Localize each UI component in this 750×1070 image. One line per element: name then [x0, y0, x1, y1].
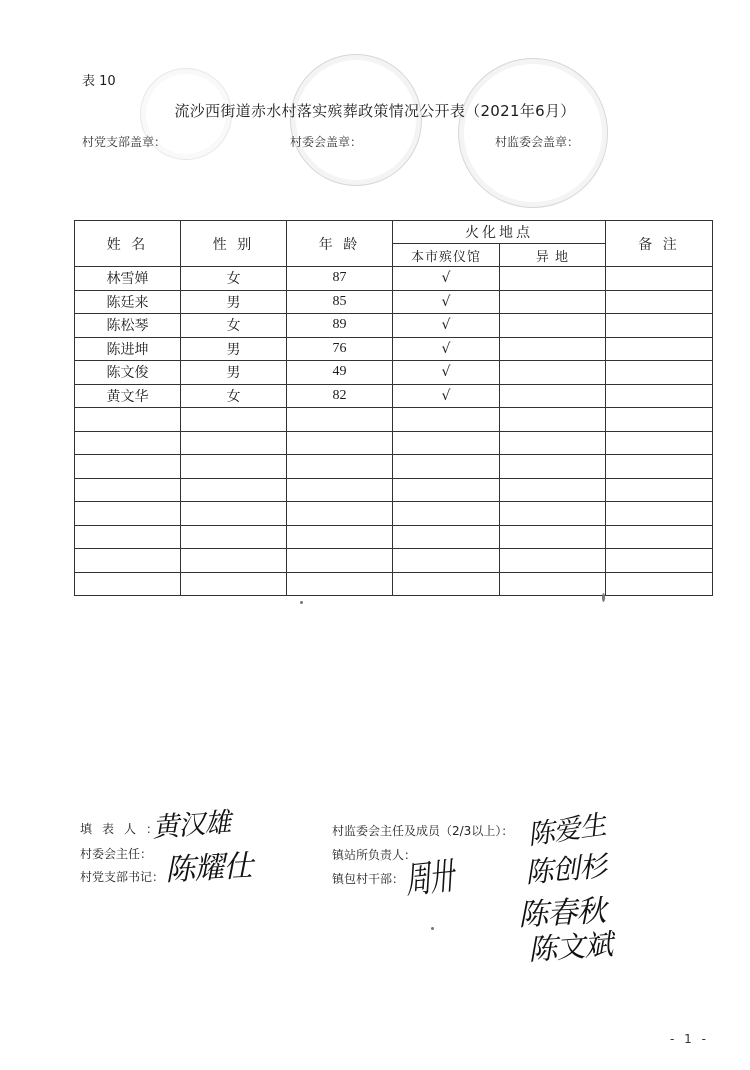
table-row [75, 549, 713, 573]
table-row [75, 267, 713, 291]
cell-gender: 男 [181, 361, 287, 385]
cell-age [287, 572, 393, 596]
table-row [75, 290, 713, 314]
cell-name [75, 408, 181, 432]
cell-elsewhere [500, 267, 606, 291]
cell-city-funeral-home [393, 455, 500, 479]
table-row [75, 455, 713, 479]
table-row [75, 361, 713, 385]
header-remarks: 备 注 [606, 221, 713, 267]
table-row [75, 478, 713, 502]
header-cremation-place: 火化地点 [393, 221, 606, 244]
cell-age: 87 [287, 267, 393, 291]
cell-remarks [606, 384, 713, 408]
cell-gender [181, 525, 287, 549]
cell-elsewhere [500, 572, 606, 596]
cell-age: 82 [287, 384, 393, 408]
table-number: 表 10 [82, 74, 116, 89]
cell-gender [181, 502, 287, 526]
table-row [75, 525, 713, 549]
cell-city-funeral-home [393, 572, 500, 596]
cell-gender [181, 431, 287, 455]
cell-age [287, 408, 393, 432]
cell-age [287, 549, 393, 573]
cell-name: 黄文华 [75, 384, 181, 408]
header-city-funeral-home: 本市殡仪馆 [393, 244, 500, 267]
cell-gender: 男 [181, 290, 287, 314]
cell-remarks [606, 478, 713, 502]
filler-signature: 黄汉雄 [151, 807, 232, 844]
cell-name [75, 502, 181, 526]
header-age: 年 龄 [287, 221, 393, 267]
burial-policy-table [74, 220, 713, 596]
cell-gender [181, 549, 287, 573]
cell-remarks [606, 455, 713, 479]
cell-city-funeral-home: √ [393, 384, 500, 408]
cell-elsewhere [500, 314, 606, 338]
cell-gender [181, 408, 287, 432]
cell-name [75, 478, 181, 502]
cell-elsewhere [500, 525, 606, 549]
table-row [75, 337, 713, 361]
cell-age: 85 [287, 290, 393, 314]
director-label: 村委会主任： [80, 847, 153, 861]
cell-name [75, 455, 181, 479]
cell-gender [181, 455, 287, 479]
cell-elsewhere [500, 384, 606, 408]
cell-elsewhere [500, 290, 606, 314]
cell-gender [181, 478, 287, 502]
cell-remarks [606, 431, 713, 455]
cell-gender: 女 [181, 314, 287, 338]
supervision-committee-seal-label: 村监委会盖章： [495, 135, 580, 149]
cell-remarks [606, 337, 713, 361]
cell-elsewhere [500, 455, 606, 479]
cell-remarks [606, 267, 713, 291]
scan-speck [300, 601, 303, 604]
supervision-members-label: 村监委会主任及成员（2/3以上）： [332, 824, 514, 838]
cell-elsewhere [500, 361, 606, 385]
director-signature: 陈耀仕 [164, 848, 254, 889]
cell-elsewhere [500, 408, 606, 432]
cell-name: 陈廷来 [75, 290, 181, 314]
cell-gender: 女 [181, 384, 287, 408]
cell-age [287, 478, 393, 502]
cell-city-funeral-home: √ [393, 267, 500, 291]
cell-age [287, 455, 393, 479]
cell-name: 陈进坤 [75, 337, 181, 361]
cadre-signature: 周卅 [403, 854, 456, 903]
cell-city-funeral-home [393, 525, 500, 549]
cell-name [75, 431, 181, 455]
secretary-label: 村党支部书记： [80, 870, 165, 884]
cell-gender: 女 [181, 267, 287, 291]
cell-gender: 男 [181, 337, 287, 361]
cell-age: 89 [287, 314, 393, 338]
document-title: 流沙西街道赤水村落实殡葬政策情况公开表（2021年6月） [174, 102, 576, 120]
cell-name: 林雪婵 [75, 267, 181, 291]
cell-elsewhere [500, 431, 606, 455]
cell-remarks [606, 361, 713, 385]
cell-name: 陈文俊 [75, 361, 181, 385]
member-signature: 陈创杉 [523, 849, 608, 890]
cell-city-funeral-home [393, 478, 500, 502]
cell-age: 49 [287, 361, 393, 385]
cell-city-funeral-home [393, 408, 500, 432]
cell-city-funeral-home [393, 549, 500, 573]
cell-name [75, 572, 181, 596]
cell-city-funeral-home [393, 502, 500, 526]
town-station-label: 镇站所负责人： [332, 848, 417, 862]
cell-name [75, 549, 181, 573]
cell-remarks [606, 525, 713, 549]
page-number: - 1 - [670, 1032, 709, 1046]
scan-speck [602, 593, 605, 602]
village-committee-seal-label: 村委会盖章： [290, 135, 363, 149]
party-branch-seal-label: 村党支部盖章： [82, 135, 167, 149]
cell-elsewhere [500, 337, 606, 361]
cell-age [287, 431, 393, 455]
cell-elsewhere [500, 478, 606, 502]
cell-city-funeral-home [393, 431, 500, 455]
cell-remarks [606, 502, 713, 526]
cell-name [75, 525, 181, 549]
member-signature: 陈爱生 [525, 809, 608, 852]
cell-elsewhere [500, 502, 606, 526]
table-row [75, 572, 713, 596]
cell-remarks [606, 290, 713, 314]
cell-remarks [606, 314, 713, 338]
scan-speck [431, 927, 434, 930]
member-signature: 陈春秋 [517, 893, 607, 934]
header-name: 姓 名 [75, 221, 181, 267]
table-body [75, 267, 713, 596]
header-gender: 性 别 [181, 221, 287, 267]
cell-age: 76 [287, 337, 393, 361]
table-row [75, 408, 713, 432]
cell-remarks [606, 572, 713, 596]
table-row [75, 431, 713, 455]
table-row [75, 384, 713, 408]
header-elsewhere: 异 地 [500, 244, 606, 267]
cell-name: 陈松琴 [75, 314, 181, 338]
cell-elsewhere [500, 549, 606, 573]
cell-remarks [606, 408, 713, 432]
table-row [75, 314, 713, 338]
cell-city-funeral-home: √ [393, 361, 500, 385]
cell-remarks [606, 549, 713, 573]
cell-age [287, 502, 393, 526]
filler-label: 填表人： [80, 822, 169, 836]
town-cadre-label: 镇包村干部： [332, 872, 405, 886]
cell-city-funeral-home: √ [393, 314, 500, 338]
table-row [75, 502, 713, 526]
cell-city-funeral-home: √ [393, 290, 500, 314]
member-signature: 陈文斌 [527, 927, 614, 967]
cell-city-funeral-home: √ [393, 337, 500, 361]
cell-age [287, 525, 393, 549]
cell-gender [181, 572, 287, 596]
